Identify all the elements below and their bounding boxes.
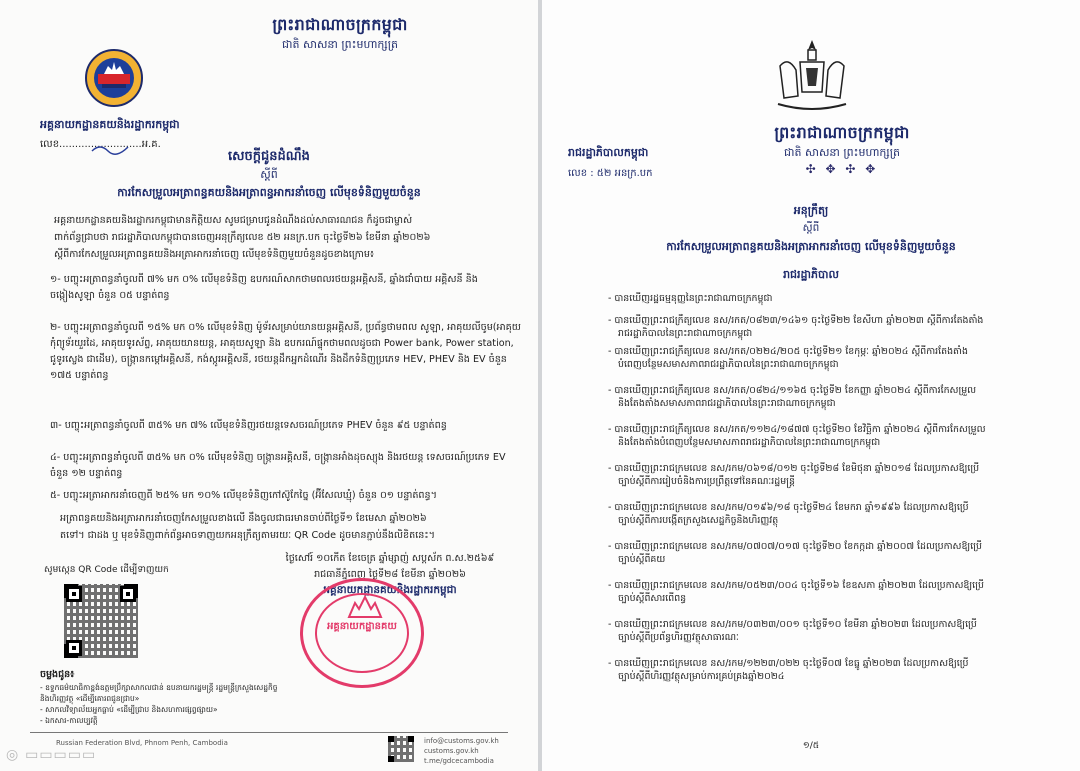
national-motto: ជាតិ សាសនា ព្រះមហាក្សត្រ	[784, 146, 900, 159]
preamble-item: - បានឃើញព្រះរាជក្រមលេខ នស/រកម/០៦១៨/០១២ ចុះថ្ងៃទី២៨ ខែមិថុនា ឆ្នាំ២០១៨ ដែលប្រកាសឱ្យប្រើ ច្បាប់ស្តីពីការរៀបចំនិងការប្រព្រឹត្តទៅនៃគណៈរដ្ឋមន្រ្តី	[608, 463, 980, 487]
footer-qr-code[interactable]	[388, 736, 414, 762]
footer-contact: t.me/gdcecambodia	[424, 757, 494, 765]
preamble-list	[608, 292, 1058, 696]
footer-contacts	[424, 736, 499, 766]
customs-emblem-logo	[84, 48, 144, 108]
stamp-text: អគ្គនាយកដ្ឋានគយ	[327, 621, 397, 632]
footer-contact: info@customs.gov.kh	[424, 737, 499, 745]
closing-line: អត្រាពន្ធគយនិងអត្រាអាករនាំចេញកែសម្រួលខាងលើ នឹងចូលជាធរមានចាប់ពីថ្ងៃទី១ ខែមេសា ឆ្នាំ២០២៦	[60, 513, 427, 524]
government-label: រាជរដ្ឋាភិបាលកម្ពុជា	[568, 146, 649, 159]
intro-line: ពាក់ព័ន្ធជ្រាបថា រាជរដ្ឋាភិបាលកម្ពុជាបានចេញអនុក្រឹត្យលេខ ៥២ អនក្រ.បក ចុះថ្ងៃទី២៦ ខែមីនា ឆ្នាំ២០២៦	[54, 232, 431, 243]
left-page	[0, 0, 538, 771]
lunar-date: ថ្ងៃសៅរ៍ ១០កើត ខែចេត្រ ឆ្នាំម្សាញ់ សប្តស័ក ព.ស.២៥៦៩	[285, 553, 495, 564]
rate-item-2: ២- បញ្ចុះអត្រាពន្ធនាំចូលពី ១៥% មក ០% លើមុខទំនិញ ម៉ូទ័រសម្រាប់យានយន្តអគ្គិសនី, ប្រព័ន្ធថាមពល សូឡា, អាគុយលីចូម(អាគុយកុំព្យូទ័រយួរដៃ, អាគុយទូរស័ព្ទ, អាគុយយានយន្ត, អាគុយសូឡា និង ឧបករណ៍ផ្ទុកថាមពលដូចជា Power bank, Power station, ជូទូរស្ចេង ជាដើម), ចង្ក្រានកម្តៅអគ្គិសនី, កង់ស្កូរអគ្គិសនី, រថយន្តដឹកអ្នកដំណើរ និងដឹកទំនិញប្រភេទ HEV, PHEV និង EV ចំនួន ១៧៥ បន្ទាត់ពន្ធ	[50, 322, 521, 381]
preamble-item: - បានឃើញរដ្ឋធម្មនុញ្ញនៃព្រះរាជាណាចក្រកម្ពុជា	[608, 293, 773, 304]
rate-item-3: ៣- បញ្ចុះអត្រាពន្ធនាំចូលពី ៣៥% មក ៧% លើមុខទំនិញរថយន្តទេសចរណ៍ប្រភេទ PHEV ចំនួន ៩៥ បន្ទាត់ពន្ធ	[50, 420, 447, 431]
closing-paragraph	[60, 510, 530, 544]
preamble-item: - បានឃើញព្រះរាជក្រមលេខ នស/រកម/០៧០៧/០១៧ ចុះថ្ងៃទី២០ ខែកក្កដា ឆ្នាំ២០០៧ ដែលប្រកាសឱ្យប្រើ ច្បាប់ស្តីពីគយ	[608, 541, 982, 565]
kingdom-heading: ព្រះរាជាណាចក្រកម្ពុជា	[774, 123, 910, 142]
rate-item-1: ១- បញ្ចុះអត្រាពន្ធនាំចូលពី ៧% មក ០% លើមុខទំនិញ ឧបករណ៍សាកថាមពលរថយន្តអគ្គិសនី, ឆ្នាំងជាំបាយ អគ្គិសនី និងចង្កៀងសូឡា ចំនួន ០៥ បន្ទាត់ពន្ធ	[50, 274, 478, 301]
subject-label: ស្តីពី	[802, 222, 820, 234]
rate-item-5: ៥- បញ្ចុះអត្រាអាករនាំចេញពី ២៥% មក ១០% លើមុខទំនិញកៅស៊ូកែច្នៃ (អ៊ីសែលឃ្មុំ) ចំនួន ០១ បន្ទាត់ពន្ធ។	[50, 490, 437, 501]
subject-title: ការកែសម្រួលអត្រាពន្ធគយនិងអត្រាអាករនាំចេញ លើមុខទំនិញមួយចំនួន	[666, 240, 956, 253]
preamble-item: - បានឃើញព្រះរាជក្រមលេខ នស/រកម/០១៩៦/១៨ ចុះថ្ងៃទី២៤ ខែមករា ឆ្នាំ១៩៩៦ ដែលប្រកាសឱ្យប្រើ ច្បាប់ស្តីពីការបង្កើតក្រសួងសេដ្ឋកិច្ចនិងហិរញ្ញវត្ថុ	[608, 502, 969, 526]
preamble-item: - បានឃើញព្រះរាជក្រឹត្យលេខ នស/រកត/០៨២៤/១១៦៥ ចុះថ្ងៃទី២ ខែកញ្ញា ឆ្នាំ២០២៤ ស្តីពីការកែសម្រួល និងតែងតាំងសមាសភាពរាជរដ្ឋាភិបាលនៃព្រះរាជាណាចក្រកម្ពុជា	[608, 385, 977, 409]
kingdom-heading: ព្រះរាជាណាចក្រកម្ពុជា	[272, 15, 408, 34]
rate-item-4: ៤- បញ្ចុះអត្រាពន្ធនាំចូលពី ៣៥% មក ០% លើមុខទំនិញ ចង្ក្រានអគ្គិសនី, ចង្ក្រានអាំងដុចស្យុង និងរថយន្ត ទេសចរណ៍ប្រភេទ EV ចំនួន ១២ បន្ទាត់ពន្ធ	[50, 452, 506, 479]
signer-organization: អគ្គនាយកដ្ឋានគយនិងរដ្ឋាករកម្ពុជា	[323, 584, 457, 596]
recipient-item: - ឧទ្ទកធម៌យាធិកាខ្ពង់ឧត្តមប្រឹក្សាសាកលជាន់ ឧបនាយករដ្ឋមន្រ្តី រដ្ឋមន្រ្តីក្រសួងសេដ្ឋកិច្ចនិងហិរញ្ញវត្ថុ «ដើម្បីគោរពជូនជ្រាប»	[40, 683, 278, 703]
reference-number: លេខ..........................អ.គ.	[40, 139, 161, 150]
preamble-item: - បានឃើញព្រះរាជក្រមលេខ នស/រកម/០៥២៣/០០៤ ចុះថ្ងៃទី១៦ ខែឧសភា ឆ្នាំ២០២៣ ដែលប្រកាសឱ្យប្រើ ច្បាប់ស្តីពីសារពើពន្ធ	[608, 580, 984, 604]
intro-line: ស្តីពីការកែសម្រួលអត្រាពន្ធគយនិងអត្រាអាករនាំចេញ លើមុខទំនិញមួយចំនួនដូចខាងក្រោម៖	[54, 249, 375, 260]
qr-caption: សូមស្កេន QR Code ដើម្បីទាញយក	[44, 565, 169, 575]
image-watermark	[6, 745, 106, 767]
footer-divider	[30, 732, 508, 733]
right-page	[542, 0, 1080, 771]
official-seal-stamp	[300, 578, 424, 688]
national-motto: ជាតិ សាសនា ព្រះមហាក្សត្រ	[282, 38, 398, 51]
preamble-item: - បានឃើញព្រះរាជក្រមលេខ នស/រកម/១២២៣/០២២ ចុះថ្ងៃទី០៧ ខែធ្នូ ឆ្នាំ២០២៣ ដែលប្រកាសឱ្យប្រើ ច្បាប់ស្តីពីហិរញ្ញវត្ថុសម្រាប់ការគ្រប់គ្រងឆ្នាំ២០២៤	[608, 658, 969, 682]
preamble-item: - បានឃើញព្រះរាជក្រឹត្យលេខ នស/រកត/០២២៤/២០៥ ចុះថ្ងៃទី២១ ខែកុម្ភៈ ឆ្នាំ២០២៤ ស្តីពីការតែងតាំង បំពេញបន្ថែមសមាសភាពរាជរដ្ឋាភិបាលនៃព្រះរាជាណាចក្រកម្ពុជា	[608, 346, 968, 370]
ornament-divider: ✣ ✥ ✣ ✥	[805, 162, 879, 176]
issuing-org-name: អគ្គនាយកដ្ឋានគយនិងរដ្ឋាករកម្ពុជា	[40, 118, 180, 131]
solar-date: រាជធានីភ្នំពេញ ថ្ងៃទី២៨ ខែមីនា ឆ្នាំ២០២៦	[314, 569, 466, 580]
royal-arms-emblem	[770, 36, 854, 116]
recipient-item: - ឯកសារ-កាលប្បវត្តិ	[40, 716, 98, 725]
footer-contact: customs.gov.kh	[424, 747, 479, 755]
document-type-title: សេចក្តីជូនដំណឹង	[228, 149, 310, 164]
recipients-title: ចម្លងជូន៖	[40, 669, 75, 680]
footer-address: Russian Federation Blvd, Phnom Penh, Cambodia	[56, 739, 228, 747]
document-type-title: អនុក្រឹត្យ	[793, 204, 829, 217]
preamble-item: - បានឃើញព្រះរាជក្រឹត្យលេខ នស/រកត/១១២៤/១៨៧៧ ចុះថ្ងៃទី២០ ខែវិច្ឆិកា ឆ្នាំ២០២៤ ស្តីពីការកែសម្រួល និងតែងតាំងបំពេញបន្ថែមសមាសភាពរាជរដ្ឋាភិបាលនៃព្រះរាជាណាចក្រកម្ពុជា	[608, 424, 986, 448]
closing-line: តទៅ។ ជាដង ឬ មុខទំនិញពាក់ព័ន្ធអាចទាញយកអនុក្រឹត្យតាមរយៈ QR Code ដូចមានភ្ជាប់នឹងលិខិតនេះ។	[60, 530, 435, 541]
subject-title: ការកែសម្រួលអត្រាពន្ធគយនិងអត្រាពន្ធអាករនាំចេញ លើមុខទំនិញមួយចំនួន	[117, 186, 421, 199]
intro-line: អគ្គនាយកដ្ឋានគយនិងរដ្ឋាករកម្ពុជាមានកិត្តិយស សូមជម្រាបជូនដំណឹងដល់សាធារណជន ក៏ដូចជាម្ចាស់	[54, 215, 413, 226]
subdecree-number: លេខ : ៥២ អនក្រ.បក	[568, 168, 653, 179]
recipients-list	[40, 682, 280, 726]
svg-text:◎ ▭▭▭▭▭: ◎ ▭▭▭▭▭	[6, 747, 97, 763]
recipient-item: - សាកលវិទ្យាល័យអ្នកធ្លាប់ «ដើម្បីជ្រាប និងសហការផ្សព្វផ្សាយ»	[40, 705, 218, 714]
preamble-item: - បានឃើញព្រះរាជក្រឹត្យលេខ នស/រកត/០៨២៣/១៤៦១ ចុះថ្ងៃទី២២ ខែសីហា ឆ្នាំ២០២៣ ស្តីពីការតែងតាំង រាជរដ្ឋាភិបាលនៃព្រះរាជាណាចក្រកម្ពុជា	[608, 315, 984, 339]
subject-label: ស្តីពី	[260, 168, 278, 181]
preamble-item: - បានឃើញព្រះរាជក្រមលេខ នស/រកម/០៣២៣/០០១ ចុះថ្ងៃទី១០ ខែមីនា ឆ្នាំ២០២៣ ដែលប្រកាសឱ្យប្រើ ច្បាប់ស្តីពីប្រព័ន្ធហិរញ្ញវត្ថុសាធារណៈ	[608, 619, 977, 643]
page-number: ១/៥	[802, 741, 820, 751]
issuer-heading: រាជរដ្ឋាភិបាល	[783, 268, 839, 281]
qr-code[interactable]	[64, 584, 138, 658]
intro-paragraph	[54, 212, 530, 263]
